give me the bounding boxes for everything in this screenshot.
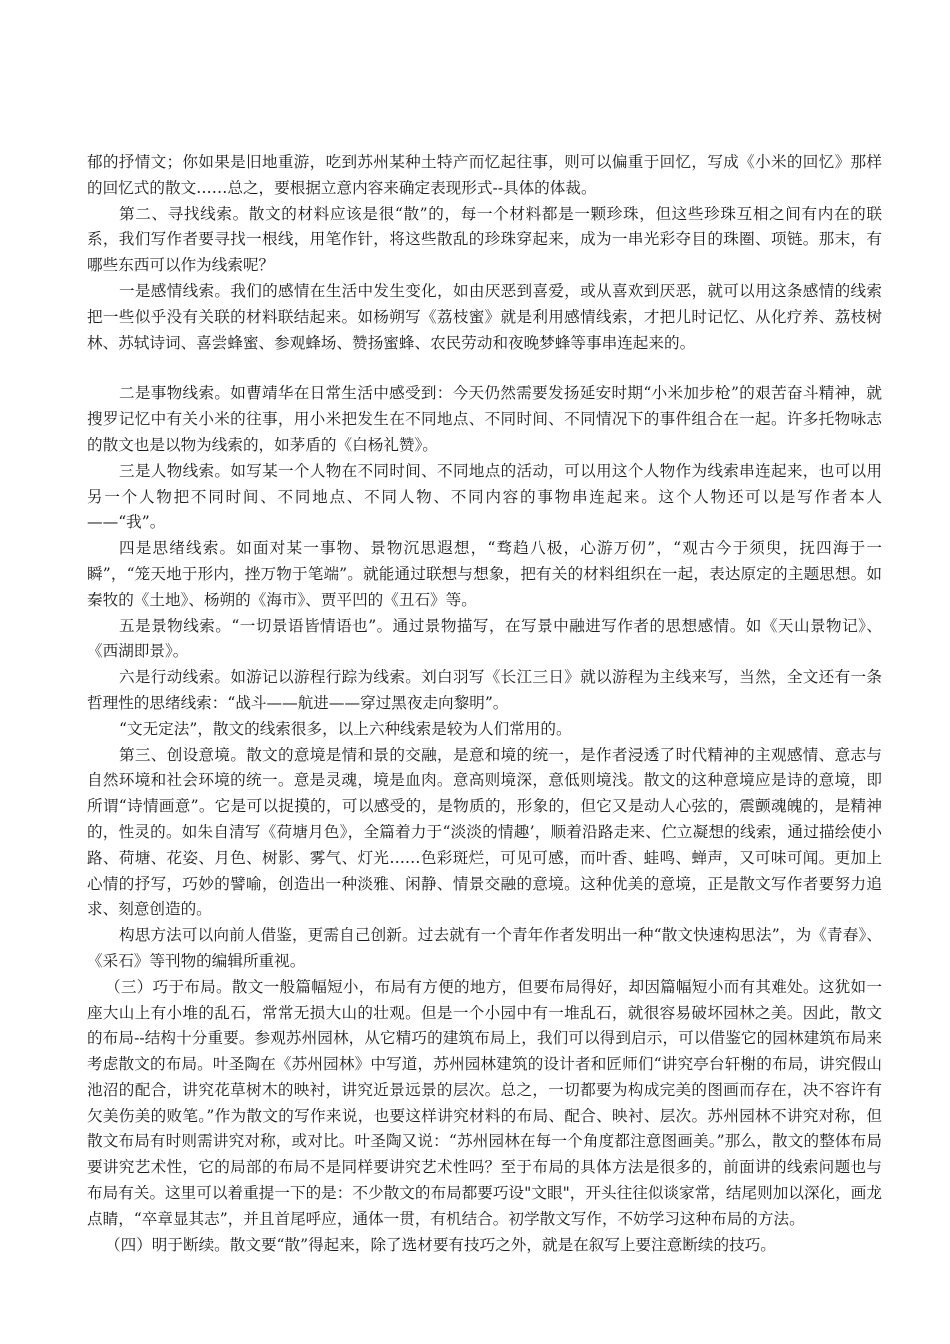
paragraph-section-two-threads: 第二、寻找线索。散文的材料应该是很“散”的，每一个材料都是一颗珍珠，但这些珍珠互相之间有内在的联系，我们写作者要寻找一根线，用笔作针，将这些散乱的珍珠穿起来，成为一串光彩夺目的珠圈、项链。那末，有哪些东西可以作为线索呢？ [87, 204, 882, 275]
paragraph-object-thread: 二是事物线索。如曹靖华在日常生活中感受到：今天仍然需要发扬延安时期“小米加步枪”的艰苦奋斗精神，就搜罗记忆中有关小米的往事，用小米把发生在不同地点、不同时间、不同情况下的事件组合在一起。许多托物咏志的散文也是以物为线索的，如茅盾的《白杨礼赞》。 [87, 384, 882, 454]
paragraph-intro-continuation: 郁的抒情文；你如果是旧地重游，吃到苏州某种土特产而忆起往事，则可以偏重于回忆，写成《小米的回忆》那样的回忆式的散文……总之，要根据立意内容来确定表现形式--具体的体裁。 [87, 153, 882, 197]
paragraph-no-fixed-method: “文无定法”，散文的线索很多，以上六种线索是较为人们常用的。 [119, 719, 572, 738]
paragraph-emotion-thread: 一是感情线索。我们的感情在生活中发生变化，如由厌恶到喜爱，或从喜欢到厌恶，就可以用这条感情的线索把一些似乎没有关联的材料联结起来。如杨朔写《荔枝蜜》就是利用感情线索，才把儿时记忆、从化疗养、荔枝树林、苏轼诗词、喜尝蜂蜜、参观蜂场、赞扬蜜蜂、农民劳动和夜晚梦蜂等事串连起来的。 [87, 281, 882, 352]
paragraph-character-thread: 三是人物线索。如写某一个人物在不同时间、不同地点的活动，可以用这个人物作为线索串连起来，也可以用另一个人物把不同时间、不同地点、不同人物、不同内容的事物串连起来。这个人物还可以是写作者本人——“我”。 [87, 461, 882, 532]
paragraph-layout: （三）巧于布局。散文一般篇幅短小，布局有方便的地方，但要布局得好，却因篇幅短小而有其难处。这犹如一座大山上有小堆的乱石，常常无损大山的壮观。但是一个小园中有一堆乱石，就很容易破坏园林之美。因此，散文的布局--结构十分重要。参观苏州园林，从它精巧的建筑布局上，我们可以得到启示，可以借鉴它的园林建筑布局来考虑散文的布局。叶圣陶在《苏州园林》中写道，苏州园林建筑的设计者和匠师们“讲究亭台轩榭的布局，讲究假山池沼的配合，讲究花草树木的映衬，讲究近景远景的层次。总之，一切都要为构成完美的图画而存在，决不容许有欠美伤美的败笔。”作为散文的写作来说，也要这样讲究材料的布局、配合、映衬、层次。苏州园林不讲究对称，但散文布局有时则需讲究对称，或对比。叶圣陶又说：“苏州园林在每一个角度都注意图画美。”那么，散文的整体布局要讲究艺术性，它的局部的布局不是同样要讲究艺术性吗？至于布局的具体方法是很多的，前面讲的线索问题也与布局有关。这里可以着重提一下的是：不少散文的布局都要巧设"文眼"，开头往往似谈家常，结尾则加以深化，画龙点睛，“卒章显其志”，并且首尾呼应，通体一贯，有机结合。初学散文写作，不妨学习这种布局的方法。 [87, 977, 882, 1228]
paragraph-thought-thread: 四是思绪线索。如面对某一事物、景物沉思遐想，“骛趋八极，心游万仞”，“观古今于须臾，抚四海于一瞬”，“笼天地于形内，挫万物于笔端”。就能通过联想与想象，把有关的材料组织在一起，表达原定的主题思想。如秦牧的《土地》、杨朔的《海市》、贾平凹的《丑石》等。 [87, 539, 882, 609]
paragraph-scenery-thread: 五是景物线索。“一切景语皆情语也”。通过景物描写，在写景中融进写作者的思想感情。如《天山景物记》、《西湖即景》。 [87, 616, 882, 661]
paragraph-conception-method: 构思方法可以向前人借鉴，更需自己创新。过去就有一个青年作者发明出一种“散文快速构思法”，为《青春》、《采石》等刊物的编辑所重视。 [87, 926, 882, 970]
paragraph-section-three-mood: 第三、创设意境。散文的意境是情和景的交融，是意和境的统一，是作者浸透了时代精神的主观感情、意志与自然环境和社会环境的统一。意是灵魂，境是血肉。意高则境深，意低则境浅。散文的这种意境应是诗的意境，即所谓“诗情画意”。它是可以捉摸的，可以感受的，是物质的，形象的，但它又是动人心弦的，震颤魂魄的，是精神的，性灵的。如朱自清写《荷塘月色》，全篇着力于“淡淡的情趣’，顺着沿路走来、伫立凝想的线索，通过描绘使小路、荷塘、花姿、月色、树影、雾气、灯光……色彩斑烂，可见可感，而叶香、蛙鸣、蝉声，又可味可闻。更加上心情的抒写，巧妙的譬喻，创造出一种淡雅、闲静、情景交融的意境。这种优美的意境，正是散文写作者要努力追求、刻意创造的。 [87, 745, 882, 919]
paragraph-action-thread: 六是行动线索。如游记以游程行踪为线索。刘白羽写《长江三日》就以游程为主线来写，当然，全文还有一条哲理性的思绪线索：“战斗——航进——穿过黑夜走向黎明”。 [87, 668, 882, 712]
paragraph-continuity: （四）明于断续。散文要“散”得起来，除了选材要有技巧之外，就是在叙写上要注意断续的技巧。 [105, 1235, 776, 1254]
